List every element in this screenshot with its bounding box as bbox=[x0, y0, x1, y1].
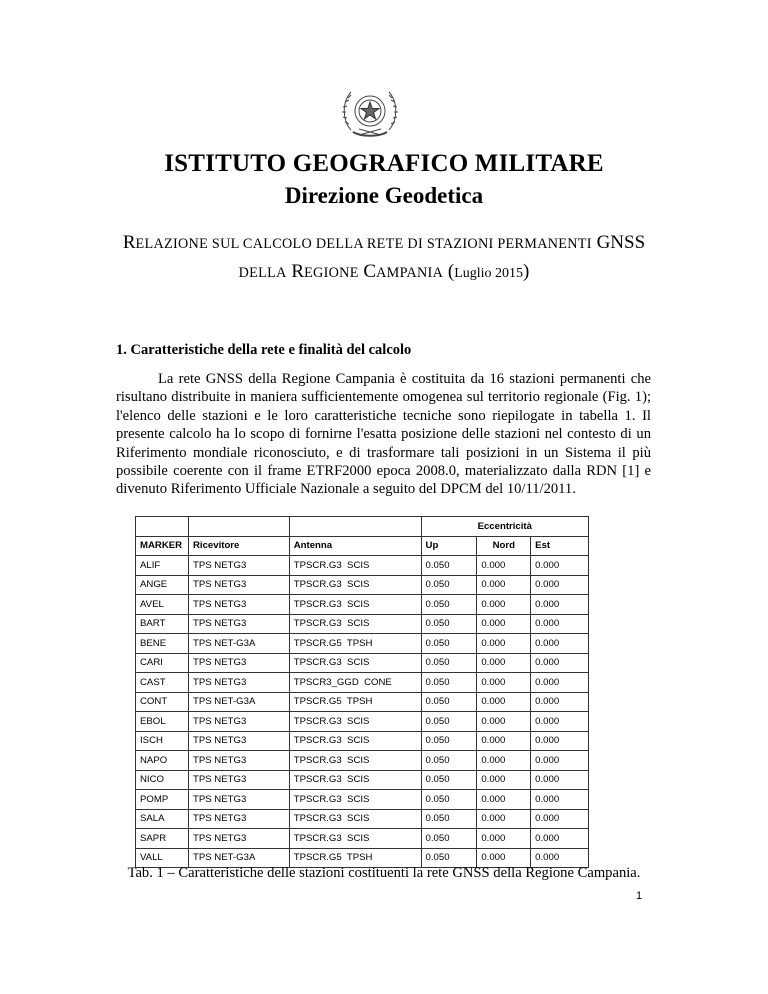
column-header: Ricevitore bbox=[188, 536, 289, 556]
table-row bbox=[136, 829, 589, 849]
table-cell: 0.050 bbox=[421, 556, 477, 576]
table-row bbox=[136, 692, 589, 712]
table-cell: 0.050 bbox=[421, 848, 477, 868]
stations-table bbox=[135, 516, 589, 868]
table-cell: 0.000 bbox=[477, 575, 531, 595]
table-cell: ALIF bbox=[136, 556, 189, 576]
eccentricity-group-header: Eccentricità bbox=[421, 517, 588, 537]
table-cell: TPS NETG3 bbox=[188, 809, 289, 829]
table-cell: 0.000 bbox=[477, 595, 531, 615]
table-header-row bbox=[136, 536, 589, 556]
table-row bbox=[136, 731, 589, 751]
table-cell: TPSCR.G5 TPSH bbox=[289, 848, 421, 868]
table-cell: EBOL bbox=[136, 712, 189, 732]
table-cell: 0.050 bbox=[421, 653, 477, 673]
table-row bbox=[136, 595, 589, 615]
table-cell: 0.000 bbox=[477, 731, 531, 751]
table-cell: TPSCR.G3 SCIS bbox=[289, 751, 421, 771]
table-cell: TPSCR.G3 SCIS bbox=[289, 809, 421, 829]
table-cell: NAPO bbox=[136, 751, 189, 771]
table-cell bbox=[136, 517, 189, 537]
table-cell: 0.000 bbox=[477, 556, 531, 576]
table-cell: TPS NETG3 bbox=[188, 556, 289, 576]
table-cell: 0.000 bbox=[531, 770, 589, 790]
table-cell: 0.000 bbox=[531, 731, 589, 751]
table-cell: CONT bbox=[136, 692, 189, 712]
section-paragraph: La rete GNSS della Regione Campania è costituita da 16 stazioni permanenti che risultano distribuite in maniera sufficientemente omogenea sul territorio regionale (Fig. 1); l'elenco delle stazioni e le loro caratteristiche tecniche sono riepilogate in tabella 1. Il presente calcolo ha lo scopo di fornirne l'esatta posizione delle stazioni nel contesto di un Riferimento mondiale riconosciuto, e di trasformare tali posizioni in un Sistema il più possibile coerente con il frame ETRF2000 epoca 2008.0, materializzato dalla RDN [1] e divenuto Riferimento Ufficiale Nazionale a seguito del DPCM del 10/11/2011. bbox=[116, 371, 651, 498]
table-cell: 0.000 bbox=[531, 614, 589, 634]
table-cell: 0.000 bbox=[531, 575, 589, 595]
table-cell: 0.050 bbox=[421, 673, 477, 693]
italian-republic-emblem-icon bbox=[339, 82, 401, 142]
table-cell: 0.000 bbox=[477, 634, 531, 654]
page-number: 1 bbox=[636, 890, 643, 902]
table-row bbox=[136, 575, 589, 595]
table-cell: TPSCR.G5 TPSH bbox=[289, 634, 421, 654]
table-caption: Tab. 1 – Caratteristiche delle stazioni costituenti la rete GNSS della Regione Campania. bbox=[127, 865, 641, 881]
table-row bbox=[136, 751, 589, 771]
table-cell: TPS NET-G3A bbox=[188, 634, 289, 654]
table-cell: ISCH bbox=[136, 731, 189, 751]
table-cell: 0.000 bbox=[477, 790, 531, 810]
table-cell: 0.000 bbox=[531, 712, 589, 732]
table-cell: TPS NETG3 bbox=[188, 712, 289, 732]
table-cell: 0.000 bbox=[477, 809, 531, 829]
table-row bbox=[136, 712, 589, 732]
table-cell: CAST bbox=[136, 673, 189, 693]
table-cell: TPS NETG3 bbox=[188, 790, 289, 810]
column-header: Up bbox=[421, 536, 477, 556]
table-row bbox=[136, 614, 589, 634]
table-cell: TPSCR.G3 SCIS bbox=[289, 614, 421, 634]
table-cell: 0.050 bbox=[421, 595, 477, 615]
table-cell bbox=[289, 517, 421, 537]
table-cell: 0.050 bbox=[421, 634, 477, 654]
table-cell: 0.000 bbox=[477, 673, 531, 693]
table-cell: 0.000 bbox=[531, 653, 589, 673]
table-cell: TPSCR.G3 SCIS bbox=[289, 595, 421, 615]
table-cell: SALA bbox=[136, 809, 189, 829]
table-cell: TPSCR.G3 SCIS bbox=[289, 653, 421, 673]
table-cell: 0.000 bbox=[531, 790, 589, 810]
table-cell: VALL bbox=[136, 848, 189, 868]
table-cell: TPSCR.G5 TPSH bbox=[289, 692, 421, 712]
table-cell: BART bbox=[136, 614, 189, 634]
table-cell: 0.000 bbox=[477, 653, 531, 673]
table-cell: 0.000 bbox=[531, 751, 589, 771]
table-cell: 0.050 bbox=[421, 575, 477, 595]
table-cell: 0.050 bbox=[421, 751, 477, 771]
table-row bbox=[136, 770, 589, 790]
table-row bbox=[136, 809, 589, 829]
column-header: Nord bbox=[477, 536, 531, 556]
table-cell: NICO bbox=[136, 770, 189, 790]
column-header: MARKER bbox=[136, 536, 189, 556]
table-cell: TPSCR.G3 SCIS bbox=[289, 770, 421, 790]
table-cell: 0.050 bbox=[421, 809, 477, 829]
table-cell: 0.050 bbox=[421, 829, 477, 849]
table-cell bbox=[188, 517, 289, 537]
table-cell: 0.000 bbox=[531, 692, 589, 712]
table-cell: TPS NETG3 bbox=[188, 575, 289, 595]
table-row bbox=[136, 653, 589, 673]
table-cell: SAPR bbox=[136, 829, 189, 849]
table-cell: POMP bbox=[136, 790, 189, 810]
table-cell: BENE bbox=[136, 634, 189, 654]
institute-title: ISTITUTO GEOGRAFICO MILITARE bbox=[164, 150, 604, 177]
table-cell: TPS NETG3 bbox=[188, 653, 289, 673]
table-cell: 0.000 bbox=[531, 634, 589, 654]
table-cell: 0.050 bbox=[421, 614, 477, 634]
table-cell: TPS NETG3 bbox=[188, 751, 289, 771]
table-cell: TPS NET-G3A bbox=[188, 692, 289, 712]
table-cell: TPS NETG3 bbox=[188, 614, 289, 634]
table-cell: 0.000 bbox=[531, 829, 589, 849]
table-group-header-row bbox=[136, 517, 589, 537]
table-cell: 0.000 bbox=[531, 848, 589, 868]
table-cell: 0.000 bbox=[477, 712, 531, 732]
table-cell: TPS NETG3 bbox=[188, 770, 289, 790]
table-cell: 0.000 bbox=[531, 809, 589, 829]
table-cell: TPS NETG3 bbox=[188, 731, 289, 751]
table-cell: TPSCR.G3 SCIS bbox=[289, 829, 421, 849]
table-cell: TPS NETG3 bbox=[188, 595, 289, 615]
section-heading: 1. Caratteristiche della rete e finalità del calcolo bbox=[116, 342, 412, 358]
table-row bbox=[136, 556, 589, 576]
table-cell: 0.000 bbox=[477, 848, 531, 868]
column-header: Est bbox=[531, 536, 589, 556]
table-cell: 0.050 bbox=[421, 770, 477, 790]
column-header: Antenna bbox=[289, 536, 421, 556]
table-cell: 0.000 bbox=[477, 829, 531, 849]
table-cell: 0.050 bbox=[421, 712, 477, 732]
table-cell: 0.000 bbox=[477, 614, 531, 634]
report-title-line-1: RELAZIONE SUL CALCOLO DELLA RETE DI STAZIONI PERMANENTI GNSS bbox=[122, 232, 646, 253]
table-row bbox=[136, 634, 589, 654]
table-cell: 0.050 bbox=[421, 790, 477, 810]
table-cell: TPSCR.G3 SCIS bbox=[289, 712, 421, 732]
table-cell: 0.050 bbox=[421, 692, 477, 712]
table-cell: CARI bbox=[136, 653, 189, 673]
table-cell: 0.000 bbox=[477, 770, 531, 790]
table-cell: TPSCR.G3 SCIS bbox=[289, 556, 421, 576]
table-cell: TPSCR.G3 SCIS bbox=[289, 731, 421, 751]
table-cell: AVEL bbox=[136, 595, 189, 615]
table-cell: 0.000 bbox=[531, 556, 589, 576]
table-cell: TPS NETG3 bbox=[188, 673, 289, 693]
report-title-line-2: DELLA REGIONE CAMPANIA (Luglio 2015) bbox=[238, 261, 530, 282]
table-cell: TPSCR.G3 SCIS bbox=[289, 575, 421, 595]
table-cell: TPS NETG3 bbox=[188, 829, 289, 849]
table-cell: TPSCR.G3 SCIS bbox=[289, 790, 421, 810]
table-row bbox=[136, 790, 589, 810]
table-cell: 0.050 bbox=[421, 731, 477, 751]
table-cell: TPSCR3_GGD CONE bbox=[289, 673, 421, 693]
table-cell: ANGE bbox=[136, 575, 189, 595]
table-cell: 0.000 bbox=[531, 673, 589, 693]
table-cell: 0.000 bbox=[477, 692, 531, 712]
table-cell: 0.000 bbox=[477, 751, 531, 771]
table-cell: 0.000 bbox=[531, 595, 589, 615]
table-row bbox=[136, 673, 589, 693]
table-cell: TPS NET-G3A bbox=[188, 848, 289, 868]
department-subtitle: Direzione Geodetica bbox=[284, 183, 484, 208]
